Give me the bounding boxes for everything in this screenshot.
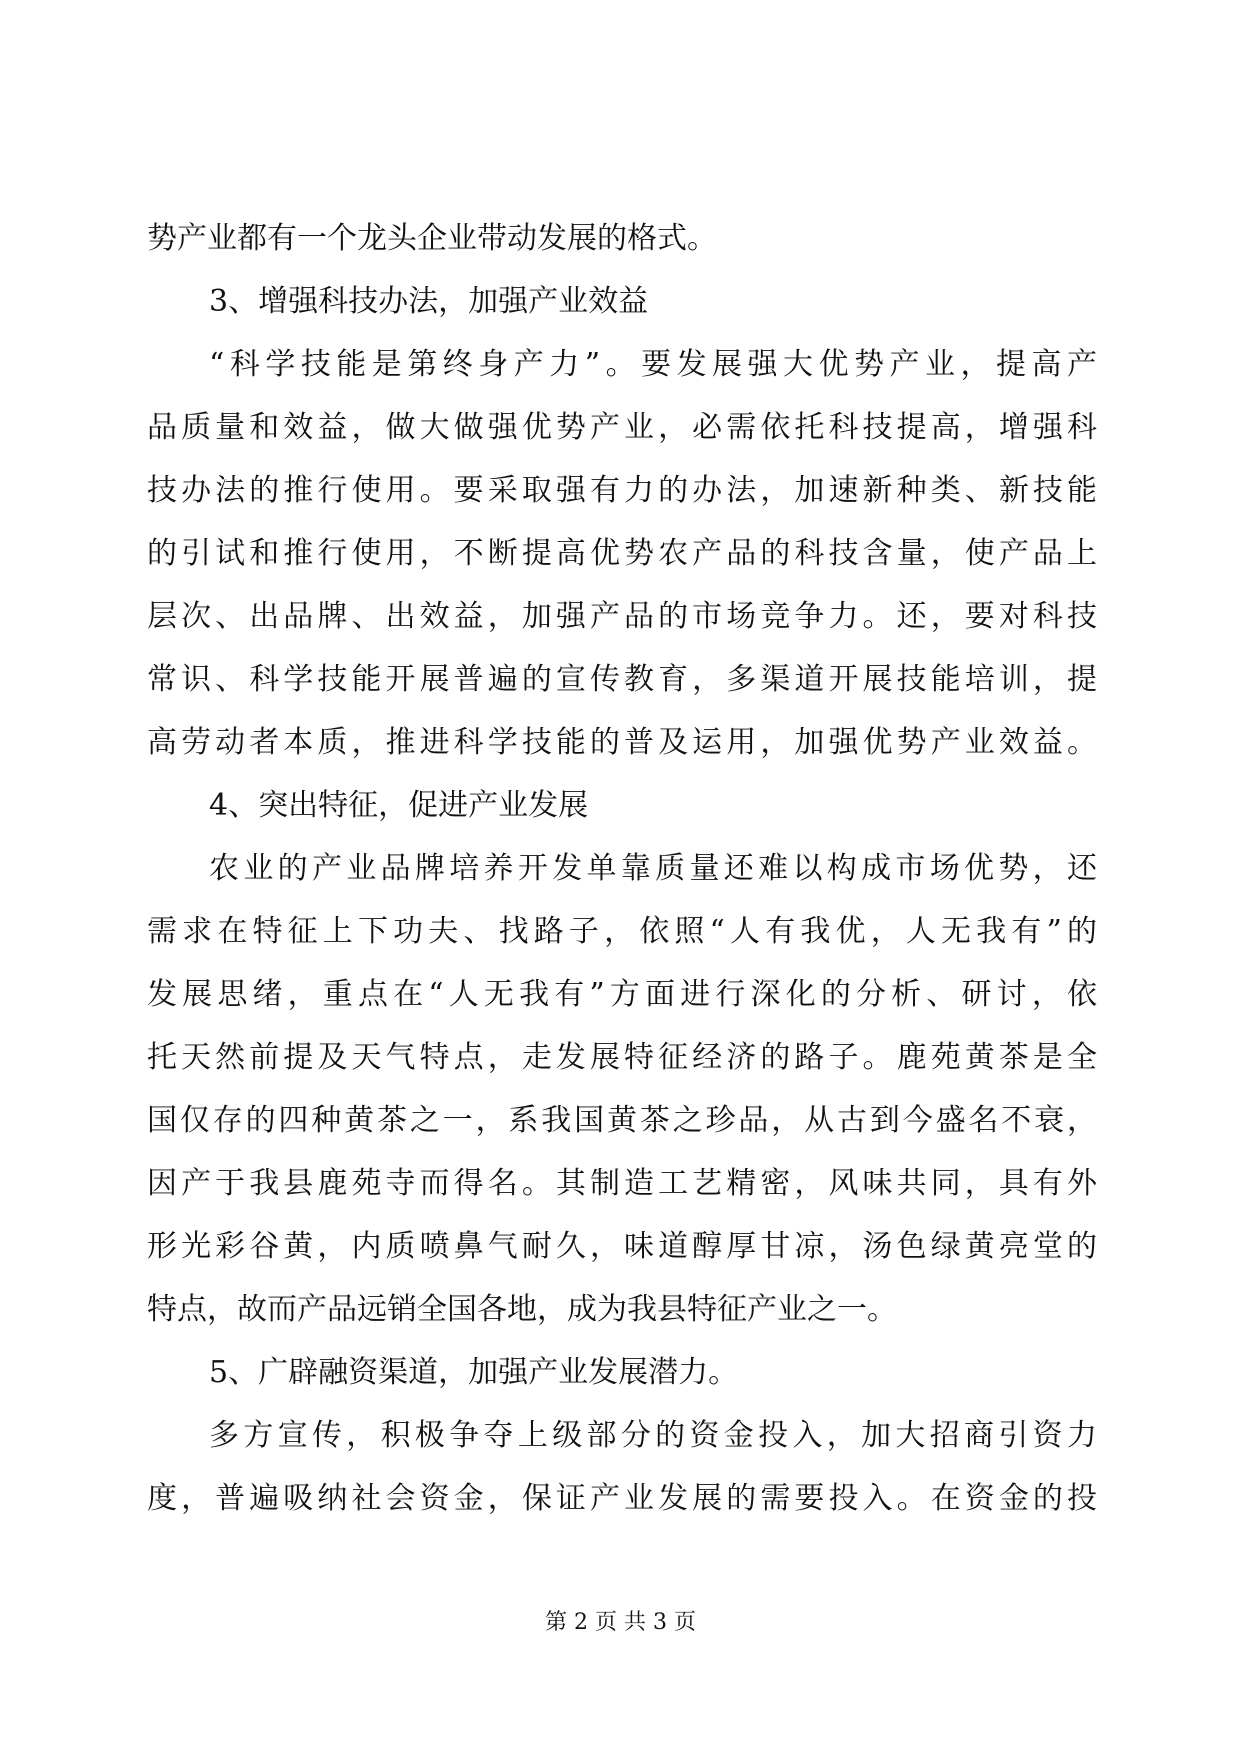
text-line: 品质量和效益，做大做强优势产业，必需依托科技提高，增强科 [147,410,1097,445]
text-line: 5、广辟融资渠道，加强产业发展潜力。 [209,1355,739,1390]
text-line: 发展思绪，重点在“人无我有”方面进行深化的分析、研讨，依 [147,977,1097,1012]
text-line: “科学技能是第终身产力”。要发展强大优势产业，提高产 [209,347,1097,382]
text-line: 度，普遍吸纳社会资金，保证产业发展的需要投入。在资金的投 [147,1481,1097,1516]
body-text [147,207,1097,1530]
text-line: 常识、科学技能开展普遍的宣传教育，多渠道开展技能培训，提 [147,662,1097,697]
page-footer: 第 2 页 共 3 页 [545,1610,696,1635]
text-line: 农业的产业品牌培养开发单靠质量还难以构成市场优势，还 [209,851,1097,886]
text-line: 形光彩谷黄，内质喷鼻气耐久，味道醇厚甘凉，汤色绿黄亮堂的 [147,1229,1097,1264]
text-line: 托天然前提及天气特点，走发展特征经济的路子。鹿苑黄茶是全 [147,1040,1097,1075]
text-line: 的引试和推行使用，不断提高优势农产品的科技含量，使产品上 [147,536,1097,571]
text-line: 4、突出特征，促进产业发展 [209,788,589,823]
text-line: 多方宣传，积极争夺上级部分的资金投入，加大招商引资力 [209,1418,1097,1453]
text-line: 特点，故而产品远销全国各地，成为我县特征产业之一。 [147,1292,897,1327]
text-line: 3、增强科技办法，加强产业效益 [209,284,649,319]
text-line: 势产业都有一个龙头企业带动发展的格式。 [147,221,717,256]
text-line: 技办法的推行使用。要采取强有力的办法，加速新种类、新技能 [147,473,1097,508]
text-line: 因产于我县鹿苑寺而得名。其制造工艺精密，风味共同，具有外 [147,1166,1097,1201]
text-line: 需求在特征上下功夫、找路子，依照“人有我优，人无我有”的 [147,914,1097,949]
text-line: 高劳动者本质，推进科学技能的普及运用，加强优势产业效益。 [147,725,1097,760]
text-line: 层次、出品牌、出效益，加强产品的市场竞争力。还，要对科技 [147,599,1097,634]
text-line: 国仅存的四种黄茶之一，系我国黄茶之珍品，从古到今盛名不衰， [147,1103,1097,1138]
